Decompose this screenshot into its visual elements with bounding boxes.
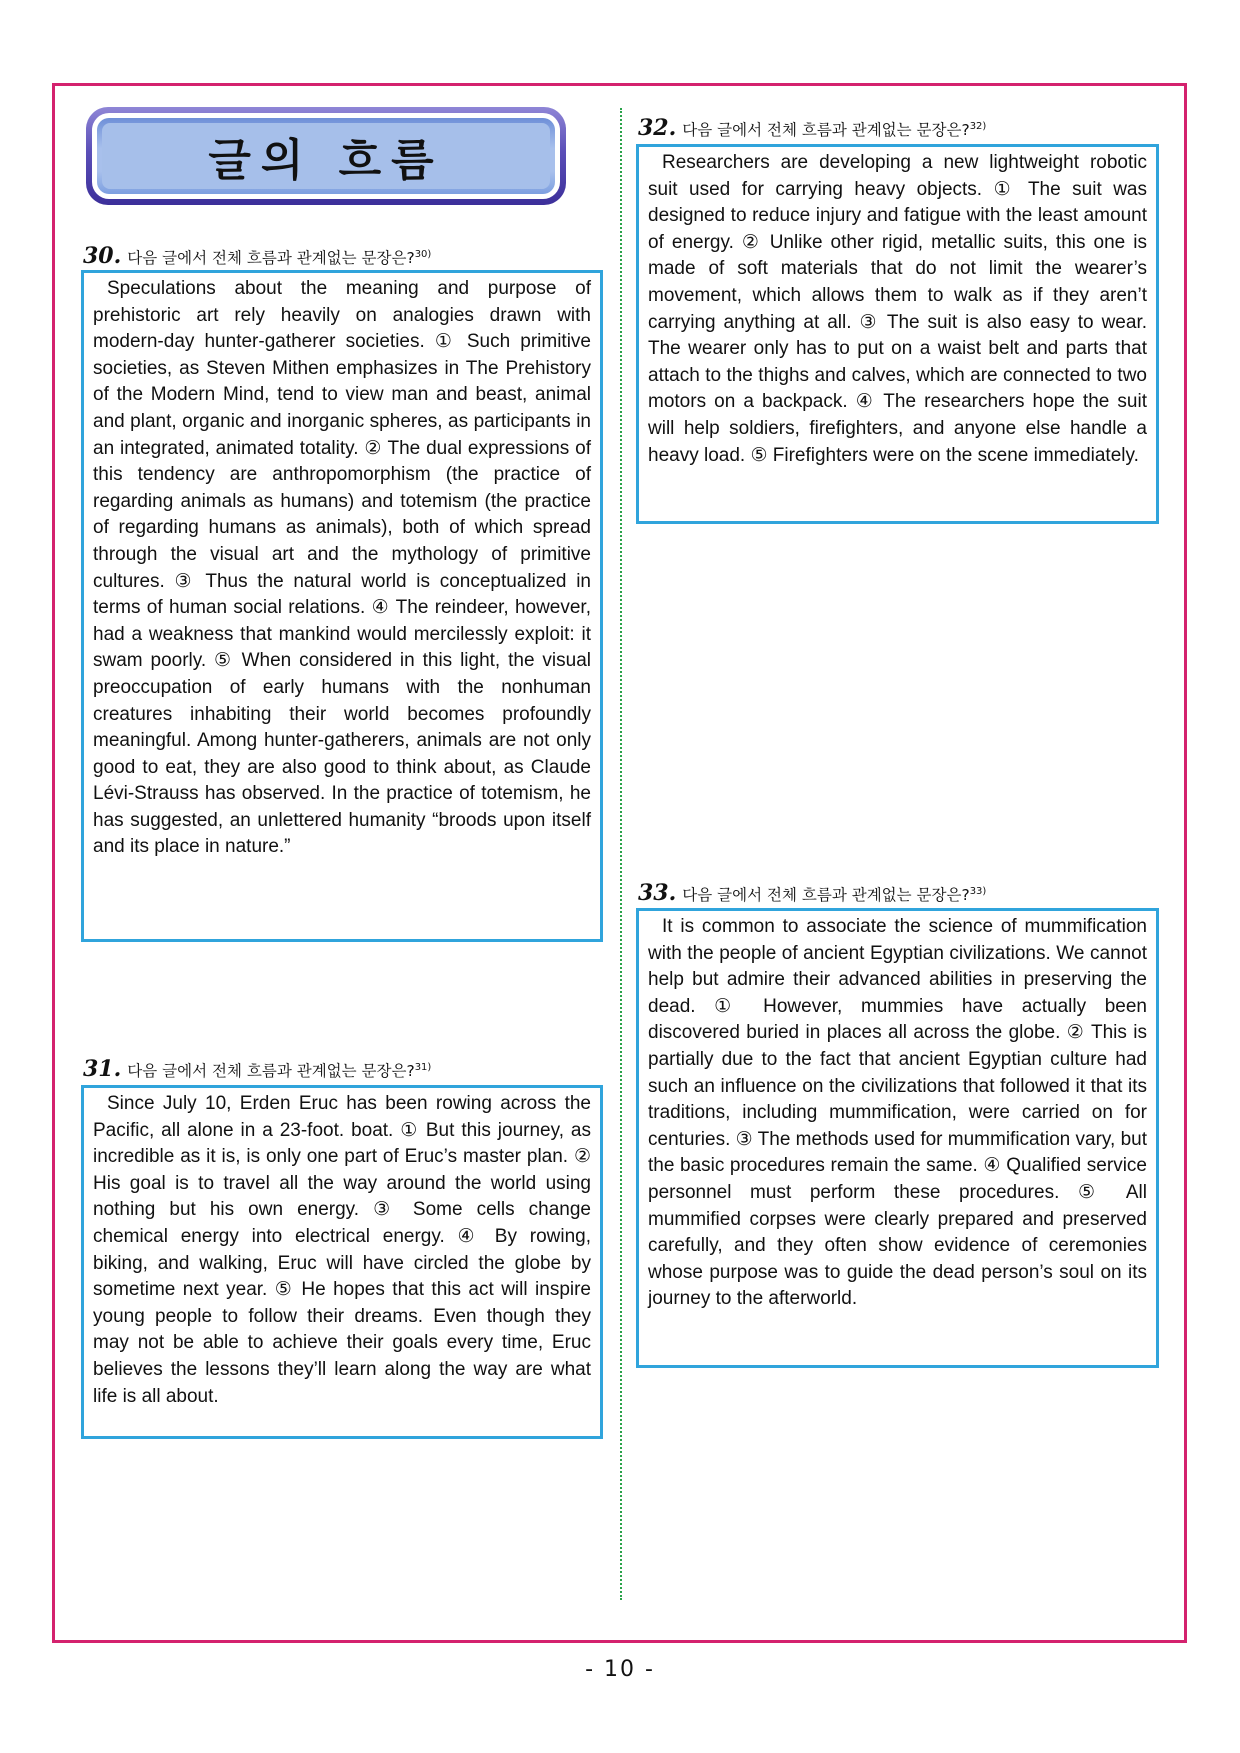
question-30-footnote: 30) (414, 248, 432, 260)
question-31-header (83, 1056, 431, 1082)
question-32-number: 32. (638, 115, 677, 141)
title-banner (86, 107, 566, 205)
question-32-header (638, 115, 986, 141)
question-31-number: 31. (83, 1056, 122, 1082)
question-33-passage: It is common to associate the science of mummification with the people of ancient Egyptian civilizations. We cannot help but admire their advanced abilities in preserving the dead. ① However, mummies have actually been discovered buried in places all across the globe. ② This is partially due to the fact that ancient Egyptian culture had such an influence on the civilizations that followed it that its traditions, including mummification, were carried on for centuries. ③ The methods used for mummification vary, but the basic procedures remain the same. ④ Qualified service personnel must perform these procedures. ⑤ All mummified corpses were clearly prepared and preserved carefully, and they often show evidence of ceremonies whose purpose was to guide the dead person’s soul on its journey to the afterworld. (648, 916, 1147, 1310)
question-30-prompt: 다음 글에서 전체 흐름과 관계없는 문장은? (127, 249, 415, 267)
question-31-footnote: 31) (414, 1061, 432, 1073)
question-33-header (638, 880, 986, 906)
question-30-number: 30. (83, 243, 122, 269)
question-30-passage-box (81, 270, 603, 942)
question-32-prompt: 다음 글에서 전체 흐름과 관계없는 문장은? (682, 121, 970, 139)
question-32-footnote: 32) (969, 120, 987, 132)
page-title: 글의 흐름 (208, 135, 444, 186)
question-33-prompt: 다음 글에서 전체 흐름과 관계없는 문장은? (682, 886, 970, 904)
question-33-footnote: 33) (969, 885, 987, 897)
question-30-passage: Speculations about the meaning and purpose of prehistoric art rely heavily on analogies drawn with modern-day hunter-gatherer societies. ① Such primitive societies, as Steven Mithen emphasizes in The Prehistory of the Modern Mind, tend to view man and beast, animal and plant, organic and inorganic spheres, as participants in an integrated, animated totality. ② The dual expressions of this tendency are anthropomorphism (the practice of regarding animals as humans) and totemism (the practice of regarding humans as animals), both of which spread through the visual art and the mythology of primitive cultures. ③ Thus the natural world is conceptualized in terms of human social relations. ④ The reindeer, however, had a weakness that mankind would mercilessly exploit: it swam poorly. ⑤ When considered in this light, the visual preoccupation of early humans with the nonhuman creatures inhabiting their world becomes profoundly meaningful. Among hunter-gatherers, animals are not only good to eat, they are also good to think about, as Claude Lévi-Strauss has observed. In the practice of totemism, he has suggested, an unlettered humanity “broods upon itself and its place in nature.” (93, 278, 591, 858)
question-31-passage-box (81, 1085, 603, 1439)
page-number: - 10 - (585, 1657, 655, 1682)
question-32-passage: Researchers are developing a new lightweight robotic suit used for carrying heavy objects. ① The suit was designed to reduce injury and fatigue with the least amount of energy. ② Unlike other rigid, metallic suits, this one is made of soft materials that do not limit the wearer’s movement, which allows them to walk as if they aren’t carrying anything at all. ③ The suit is also easy to wear. The wearer only has to put on a waist belt and parts that attach to the thighs and calves, which are connected to two motors on a backpack. ④ The researchers hope the suit will help soldiers, firefighters, and anyone else handle a heavy load. ⑤ Firefighters were on the scene immediately. (648, 152, 1147, 466)
question-31-prompt: 다음 글에서 전체 흐름과 관계없는 문장은? (127, 1062, 415, 1080)
question-32-passage-box (636, 144, 1159, 524)
question-31-passage: Since July 10, Erden Eruc has been rowing across the Pacific, all alone in a 23-foot. boat. ① But this journey, as incredible as it is, is only one part of Eruc’s master plan. ② His goal is to travel all the way around the world using nothing but his own energy. ③ Some cells change chemical energy into electrical energy. ④ By rowing, biking, and walking, Eruc will have circled the globe by sometime next year. ⑤ He hopes that this act will inspire young people to follow their dreams. Even though they may not be able to achieve their goals every time, Eruc believes the lessons they’ll learn along the way are what life is all about. (93, 1093, 591, 1407)
column-divider (620, 108, 622, 1600)
question-33-number: 33. (638, 880, 677, 906)
question-33-passage-box (636, 908, 1159, 1368)
question-30-header (83, 243, 431, 269)
